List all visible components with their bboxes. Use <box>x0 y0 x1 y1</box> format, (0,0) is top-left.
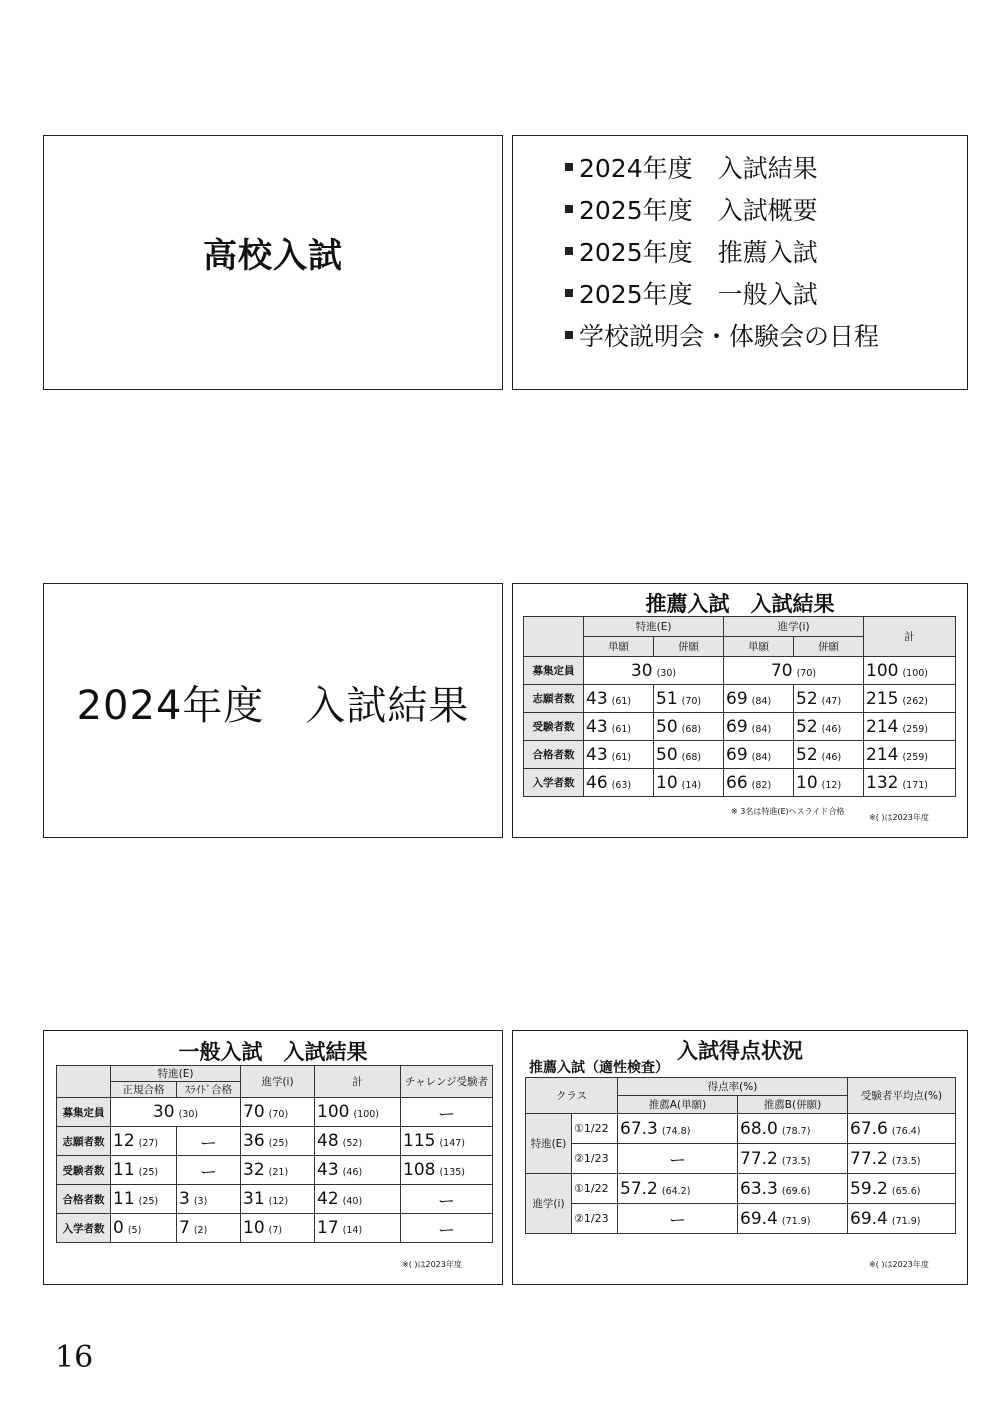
square-bullet-icon <box>565 163 573 171</box>
slide-title: 推薦入試 入試結果 <box>645 592 835 616</box>
cell-prev-value: (64.2) <box>661 1185 691 1197</box>
square-bullet-icon <box>565 331 573 339</box>
data-cell <box>794 713 864 741</box>
header-sub: 併願 <box>794 637 864 657</box>
cell-value: 77.2 <box>850 1148 888 1169</box>
row-label: 募集定員 <box>57 1098 111 1127</box>
cell-value: 36 <box>243 1131 265 1151</box>
data-cell <box>864 769 956 797</box>
cell-value: 69.4 <box>850 1208 888 1229</box>
agenda-item-label: 2025年度 入試概要 <box>579 196 818 225</box>
cell-value: 69 <box>726 744 748 765</box>
data-cell <box>401 1185 493 1214</box>
slide-title: 入試得点状況 <box>677 1039 803 1063</box>
cell-value: 17 <box>317 1218 339 1238</box>
slide-title: 一般入試 入試結果 <box>178 1040 368 1064</box>
header-sub: 単願 <box>584 637 654 657</box>
cell-prev-value: (3) <box>193 1196 208 1207</box>
data-cell <box>848 1204 956 1234</box>
cell-prev-value: (74.8) <box>661 1125 691 1137</box>
cell-value: 32 <box>243 1160 265 1180</box>
cell-value: 66 <box>726 772 748 793</box>
capacity-cell: ー <box>401 1098 493 1127</box>
cell-prev-value: (82) <box>751 779 772 791</box>
data-cell <box>738 1144 848 1174</box>
data-cell <box>111 1156 177 1185</box>
header-challenge: チャレンジ受験者 <box>401 1066 493 1098</box>
cell-prev-value: (21) <box>268 1167 289 1178</box>
row-label: 受験者数 <box>524 713 584 741</box>
cell-value: 46 <box>586 772 608 793</box>
header-shingaku: 進学(i) <box>724 617 864 637</box>
cell-value: 69 <box>726 716 748 737</box>
data-cell <box>618 1174 738 1204</box>
header-tokushin: 特進(E) <box>584 617 724 637</box>
row-label: 志願者数 <box>57 1127 111 1156</box>
header-sub: 単願 <box>724 637 794 657</box>
data-cell <box>315 1156 401 1185</box>
capacity-cell: 70 (70) <box>724 657 864 685</box>
cell-value: ー <box>669 1211 686 1231</box>
data-cell <box>177 1214 241 1243</box>
cell-prev-value: (46) <box>821 723 842 735</box>
cell-value: 7 <box>179 1218 190 1238</box>
data-cell <box>111 1214 177 1243</box>
table-row <box>526 1144 956 1174</box>
cell-value: 214 <box>866 716 899 737</box>
cell-prev-value: (25) <box>138 1167 159 1178</box>
data-cell <box>584 769 654 797</box>
table-row <box>57 1098 493 1127</box>
cell-value: 42 <box>317 1189 339 1209</box>
data-cell <box>654 769 724 797</box>
cell-value: 43 <box>586 744 608 765</box>
data-cell <box>618 1204 738 1234</box>
slide-agenda <box>512 135 968 390</box>
data-cell <box>241 1185 315 1214</box>
cell-value: ー <box>669 1151 686 1171</box>
slide-title: 高校入試 <box>203 236 343 276</box>
cell-prev-value: (65.6) <box>891 1185 921 1197</box>
agenda-item <box>565 190 879 232</box>
cell-value: 52 <box>796 716 818 737</box>
data-cell <box>315 1185 401 1214</box>
slide-score-status <box>512 1030 968 1285</box>
data-cell <box>738 1204 848 1234</box>
data-cell <box>654 685 724 713</box>
slide-title-high-school <box>43 135 503 390</box>
cell-prev-value: (14) <box>681 779 702 791</box>
cell-prev-value: (70) <box>681 695 702 707</box>
cell-prev-value: (40) <box>342 1196 363 1207</box>
data-cell <box>618 1144 738 1174</box>
agenda-item <box>565 148 879 190</box>
row-label: 志願者数 <box>524 685 584 713</box>
slide-subtitle: 推薦入試（適性検査） <box>529 1060 669 1076</box>
cell-prev-value: (84) <box>751 751 772 763</box>
cell-prev-value: (73.5) <box>891 1155 921 1167</box>
cell-prev-value: (68) <box>681 723 702 735</box>
data-cell <box>401 1127 493 1156</box>
header-sub: 正規合格 <box>111 1082 177 1098</box>
table-row <box>526 1204 956 1234</box>
data-cell <box>864 685 956 713</box>
cell-prev-value: (135) <box>439 1167 466 1178</box>
header-rate: 得点率(%) <box>618 1078 848 1096</box>
data-cell <box>315 1127 401 1156</box>
data-cell <box>584 741 654 769</box>
data-cell <box>864 741 956 769</box>
header-rec-a: 推薦A(単願) <box>618 1096 738 1114</box>
data-cell <box>177 1156 241 1185</box>
data-cell <box>654 713 724 741</box>
cell-prev-value: (171) <box>902 779 929 791</box>
data-cell <box>177 1185 241 1214</box>
cell-value: 43 <box>317 1160 339 1180</box>
exam-date: ①1/22 <box>572 1174 618 1204</box>
exam-date: ②1/23 <box>572 1204 618 1234</box>
cell-prev-value: (25) <box>268 1138 289 1149</box>
cell-value: 52 <box>796 744 818 765</box>
data-cell <box>401 1214 493 1243</box>
cell-value: 10 <box>796 772 818 793</box>
row-label: 受験者数 <box>57 1156 111 1185</box>
cell-prev-value: (61) <box>611 751 632 763</box>
general-results-table <box>56 1065 493 1243</box>
row-label: 入学者数 <box>524 769 584 797</box>
capacity-cell: 100 (100) <box>864 657 956 685</box>
header-total: 計 <box>315 1066 401 1098</box>
cell-prev-value: (69.6) <box>781 1185 811 1197</box>
data-cell <box>738 1174 848 1204</box>
slide-note-prev-year: ※( )は2023年度 <box>869 813 929 822</box>
cell-value: 67.3 <box>620 1118 658 1139</box>
cell-prev-value: (27) <box>138 1138 159 1149</box>
cell-prev-value: (71.9) <box>891 1215 921 1227</box>
row-label: 合格者数 <box>524 741 584 769</box>
cell-value: 57.2 <box>620 1178 658 1199</box>
row-label: 合格者数 <box>57 1185 111 1214</box>
data-cell <box>794 769 864 797</box>
data-cell <box>315 1214 401 1243</box>
cell-value: 69 <box>726 688 748 709</box>
slide-title: 2024年度 入試結果 <box>76 683 470 729</box>
corner-cell <box>524 617 584 657</box>
cell-prev-value: (61) <box>611 695 632 707</box>
row-label: 募集定員 <box>524 657 584 685</box>
data-cell <box>724 741 794 769</box>
cell-prev-value: (68) <box>681 751 702 763</box>
table-row <box>57 1214 493 1243</box>
cell-prev-value: (12) <box>821 779 842 791</box>
cell-value: 48 <box>317 1131 339 1151</box>
cell-value: ー <box>200 1133 217 1154</box>
header-total: 計 <box>864 617 956 657</box>
cell-prev-value: (76.4) <box>891 1125 921 1137</box>
square-bullet-icon <box>565 205 573 213</box>
cell-prev-value: (61) <box>611 723 632 735</box>
header-rec-b: 推薦B(併願) <box>738 1096 848 1114</box>
cell-prev-value: (262) <box>902 695 929 707</box>
data-cell <box>848 1144 956 1174</box>
page-number: 16 <box>55 1340 94 1375</box>
data-cell <box>584 713 654 741</box>
cell-prev-value: (46) <box>821 751 842 763</box>
data-cell <box>848 1114 956 1144</box>
header-tokushin: 特進(E) <box>111 1066 241 1082</box>
cell-value: 68.0 <box>740 1118 778 1139</box>
data-cell <box>241 1214 315 1243</box>
data-cell <box>864 713 956 741</box>
cell-value: 214 <box>866 744 899 765</box>
cell-prev-value: (84) <box>751 695 772 707</box>
cell-value: 63.3 <box>740 1178 778 1199</box>
cell-value: 31 <box>243 1189 265 1209</box>
cell-prev-value: (259) <box>902 751 929 763</box>
header-shingaku: 進学(i) <box>241 1066 315 1098</box>
cell-prev-value: (2) <box>193 1225 208 1236</box>
data-cell <box>241 1127 315 1156</box>
recommendation-results-table <box>523 616 956 797</box>
table-row <box>524 657 956 685</box>
table-row <box>524 769 956 797</box>
header-class: クラス <box>526 1078 618 1114</box>
cell-value: 51 <box>656 688 678 709</box>
slide-general-results <box>43 1030 503 1285</box>
capacity-cell: 30 (30) <box>584 657 724 685</box>
cell-prev-value: (78.7) <box>781 1125 811 1137</box>
cell-value: 52 <box>796 688 818 709</box>
data-cell <box>794 741 864 769</box>
row-label: 入学者数 <box>57 1214 111 1243</box>
class-label: 特進(E) <box>526 1114 572 1174</box>
data-cell <box>724 769 794 797</box>
square-bullet-icon <box>565 247 573 255</box>
exam-date: ②1/23 <box>572 1144 618 1174</box>
cell-value: 43 <box>586 716 608 737</box>
data-cell <box>111 1127 177 1156</box>
cell-value: ー <box>200 1162 217 1183</box>
data-cell <box>724 685 794 713</box>
table-row <box>524 741 956 769</box>
cell-value: 215 <box>866 688 899 709</box>
agenda-item-label: 学校説明会・体験会の日程 <box>579 322 880 351</box>
slide-note-prev-year: ※( )は2023年度 <box>869 1260 929 1269</box>
cell-value: 77.2 <box>740 1148 778 1169</box>
data-cell <box>654 741 724 769</box>
data-cell <box>848 1174 956 1204</box>
cell-prev-value: (147) <box>439 1138 466 1149</box>
data-cell <box>111 1185 177 1214</box>
cell-prev-value: (71.9) <box>781 1215 811 1227</box>
table-row <box>526 1114 956 1144</box>
cell-prev-value: (5) <box>127 1225 142 1236</box>
cell-value: 69.4 <box>740 1208 778 1229</box>
cell-value: 59.2 <box>850 1178 888 1199</box>
table-row <box>524 685 956 713</box>
table-row <box>57 1185 493 1214</box>
slide-note: ※ 3名は特進(E)へスライド合格 <box>731 807 845 816</box>
cell-prev-value: (14) <box>342 1225 363 1236</box>
cell-prev-value: (25) <box>138 1196 159 1207</box>
cell-value: 132 <box>866 772 899 793</box>
score-status-table <box>525 1077 956 1234</box>
data-cell <box>241 1156 315 1185</box>
agenda-item-label: 2024年度 入試結果 <box>579 154 818 183</box>
agenda-item <box>565 232 879 274</box>
capacity-cell: 30 (30) <box>111 1098 241 1127</box>
capacity-cell: 100 (100) <box>315 1098 401 1127</box>
agenda-item <box>565 274 879 316</box>
class-label: 進学(i) <box>526 1174 572 1234</box>
table-row <box>526 1174 956 1204</box>
cell-value: ー <box>438 1220 456 1241</box>
table-row <box>57 1156 493 1185</box>
agenda-item <box>565 316 879 358</box>
agenda-list <box>565 148 879 358</box>
header-average: 受験者平均点(%) <box>848 1078 956 1114</box>
slide-recommendation-results <box>512 583 968 838</box>
cell-prev-value: (259) <box>902 723 929 735</box>
exam-date: ①1/22 <box>572 1114 618 1144</box>
cell-prev-value: (52) <box>342 1138 363 1149</box>
cell-value: 115 <box>403 1131 436 1151</box>
data-cell <box>724 713 794 741</box>
data-cell <box>618 1114 738 1144</box>
cell-value: 11 <box>113 1189 135 1209</box>
cell-value: 0 <box>113 1218 124 1238</box>
cell-value: 11 <box>113 1160 135 1180</box>
cell-value: 10 <box>243 1218 265 1238</box>
data-cell <box>401 1156 493 1185</box>
cell-value: 50 <box>656 744 678 765</box>
cell-value: 3 <box>179 1189 190 1209</box>
corner-cell <box>57 1066 111 1098</box>
cell-value: 108 <box>403 1160 436 1180</box>
cell-value: 50 <box>656 716 678 737</box>
slide-note-prev-year: ※( )は2023年度 <box>402 1260 462 1269</box>
data-cell <box>794 685 864 713</box>
cell-prev-value: (46) <box>342 1167 363 1178</box>
cell-value: 43 <box>586 688 608 709</box>
agenda-item-label: 2025年度 推薦入試 <box>579 238 818 267</box>
data-cell <box>738 1114 848 1144</box>
table-row <box>57 1127 493 1156</box>
cell-value: ー <box>438 1191 456 1212</box>
cell-value: 10 <box>656 772 678 793</box>
square-bullet-icon <box>565 289 573 297</box>
cell-value: 67.6 <box>850 1118 888 1139</box>
header-sub: 併願 <box>654 637 724 657</box>
cell-prev-value: (12) <box>268 1196 289 1207</box>
cell-prev-value: (73.5) <box>781 1155 811 1167</box>
slide-2024-results-title <box>43 583 503 838</box>
cell-prev-value: (63) <box>611 779 632 791</box>
data-cell <box>177 1127 241 1156</box>
cell-prev-value: (84) <box>751 723 772 735</box>
cell-value: 12 <box>113 1131 135 1151</box>
cell-prev-value: (7) <box>268 1225 283 1236</box>
table-row <box>524 713 956 741</box>
header-sub: ｽﾗｲﾄﾞ合格 <box>177 1082 241 1098</box>
agenda-item-label: 2025年度 一般入試 <box>579 280 818 309</box>
data-cell <box>584 685 654 713</box>
cell-prev-value: (47) <box>821 695 842 707</box>
capacity-cell: 70 (70) <box>241 1098 315 1127</box>
